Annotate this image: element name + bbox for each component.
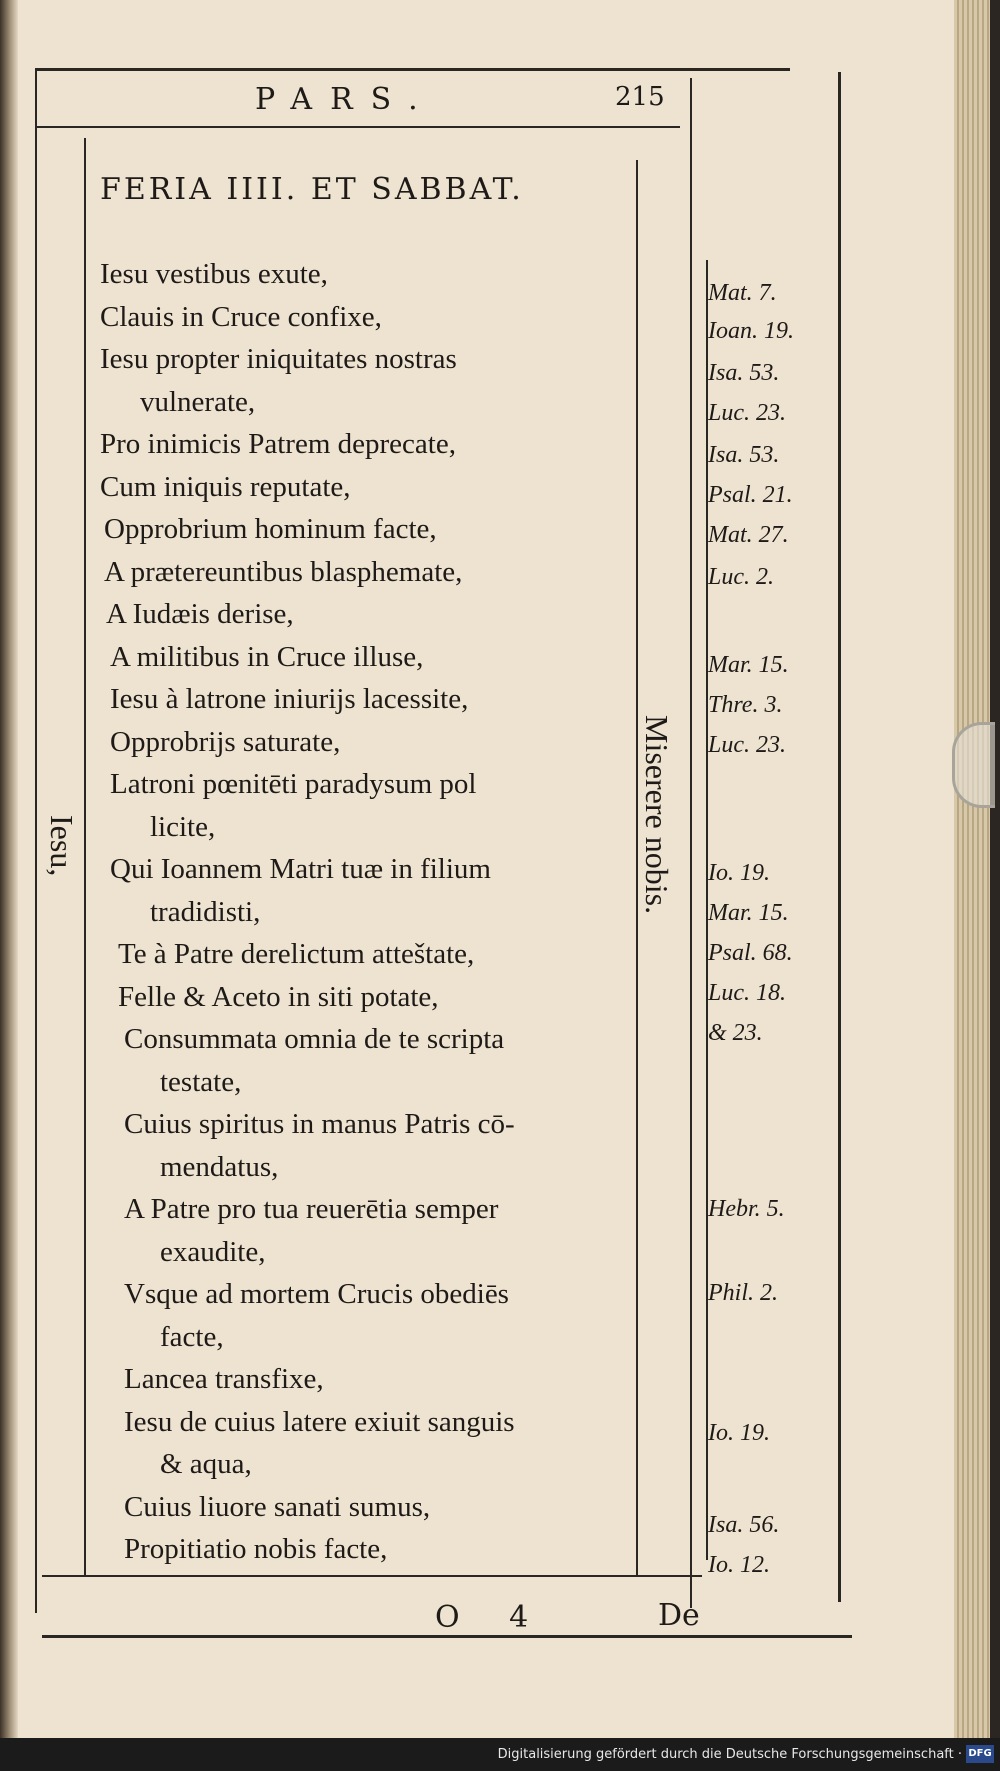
scripture-ref: Phil. 2. — [708, 1280, 778, 1306]
page-edges — [954, 0, 990, 1738]
scripture-ref: Luc. 23. — [708, 732, 786, 758]
outer-left-rule — [35, 68, 37, 1613]
scripture-ref: Io. 19. — [708, 860, 770, 886]
litany-line: vulnerate, — [140, 385, 256, 418]
right-margin-word: Miserere nobis. — [639, 715, 675, 915]
litany-line: Iesu vestibus exute, — [100, 258, 328, 290]
litany-line: Te à Patre derelictum atteštate, — [118, 938, 475, 970]
footer-text: Digitalisierung gefördert durch die Deutsche Forschungsgemeinschaft · — [497, 1747, 962, 1762]
left-margin-word: Iesu, — [44, 815, 80, 877]
litany-line: exaudite, — [160, 1235, 266, 1268]
litany-line: Lancea transfixe, — [124, 1363, 324, 1395]
litany-line: Cum iniquis reputate, — [100, 470, 351, 503]
litany-line: Propitiatio nobis facte, — [124, 1533, 388, 1565]
litany-line: Consummata omnia de te scripta — [124, 1023, 505, 1055]
book-spine — [0, 0, 18, 1738]
outer-right-rule — [838, 72, 841, 1602]
scripture-ref: Psal. 68. — [708, 940, 793, 966]
scripture-ref: Mat. 7. — [708, 280, 777, 306]
scripture-ref: Mar. 15. — [708, 900, 789, 926]
litany-line: Vsque ad mortem Crucis obediēs — [124, 1278, 509, 1310]
scripture-ref: Io. 12. — [708, 1552, 770, 1578]
ref-column-rule — [690, 78, 692, 1608]
litany-line: Iesu de cuius latere exiuit sanguis — [124, 1405, 515, 1438]
litany-line: A Iudæis derise, — [106, 598, 294, 630]
scripture-ref: Thre. 3. — [708, 692, 783, 718]
litany-line: Opprobrijs saturate, — [110, 725, 341, 758]
litany-line: & aqua, — [160, 1448, 252, 1480]
section-title: FERIA IIII. ET SABBAT. — [100, 172, 524, 207]
scripture-ref: Mat. 27. — [708, 522, 789, 548]
header-rule — [35, 126, 680, 128]
litany-line: Opprobrium hominum facte, — [104, 513, 437, 545]
litany-line: Cuius liuore sanati sumus, — [124, 1490, 431, 1523]
signature-mark: O 4 — [435, 1600, 549, 1635]
litany-line: A prætereuntibus blasphemate, — [104, 555, 463, 588]
bottom-text-rule — [42, 1575, 702, 1577]
page-number: 215 — [615, 82, 665, 112]
litany-line: Iesu propter iniquitates nostras — [100, 343, 457, 375]
page-clip — [952, 722, 995, 808]
litany-line: licite, — [150, 810, 216, 843]
litany-line: Qui Ioannem Matri tuæ in filium — [110, 853, 491, 885]
litany-line: Cuius spiritus in manus Patris cō- — [124, 1108, 515, 1140]
litany-line: mendatus, — [160, 1150, 279, 1183]
litany-line: A Patre pro tua reuerētia semper — [124, 1193, 499, 1225]
litany-line: tradidisti, — [150, 895, 261, 928]
scripture-ref: Mar. 15. — [708, 652, 789, 678]
litany-line: Felle & Aceto in siti potate, — [118, 980, 439, 1013]
scripture-ref: Hebr. 5. — [708, 1196, 785, 1222]
scripture-ref: Isa. 53. — [708, 442, 780, 468]
litany-line: A militibus in Cruce illuse, — [110, 640, 424, 673]
litany-line: Iesu à latrone iniurijs lacessite, — [110, 683, 469, 715]
running-title: PARS. — [255, 82, 436, 117]
scripture-ref: Isa. 53. — [708, 360, 780, 386]
litany-line: Pro inimicis Patrem deprecate, — [100, 428, 456, 460]
scripture-ref: Isa. 56. — [708, 1512, 780, 1538]
bottom-rule — [42, 1635, 852, 1638]
litany-line: Clauis in Cruce confixe, — [100, 300, 382, 333]
litany-line: testate, — [160, 1065, 242, 1098]
scripture-ref: Luc. 18. — [708, 980, 786, 1006]
litany-line: facte, — [160, 1320, 224, 1353]
catchword: De — [658, 1598, 700, 1633]
scripture-ref: Io. 19. — [708, 1420, 770, 1446]
top-rule — [35, 68, 790, 71]
scripture-ref: & 23. — [708, 1020, 763, 1046]
scripture-ref: Psal. 21. — [708, 482, 793, 508]
litany-line: Latroni pœnitēti paradysum pol — [110, 768, 477, 800]
scripture-ref: Ioan. 19. — [708, 318, 794, 344]
scripture-ref: Luc. 2. — [708, 564, 774, 590]
scripture-ref: Luc. 23. — [708, 400, 786, 426]
inner-left-rule — [84, 138, 86, 1576]
footer-bar — [0, 1738, 1000, 1771]
dfg-logo: DFG — [966, 1745, 994, 1763]
